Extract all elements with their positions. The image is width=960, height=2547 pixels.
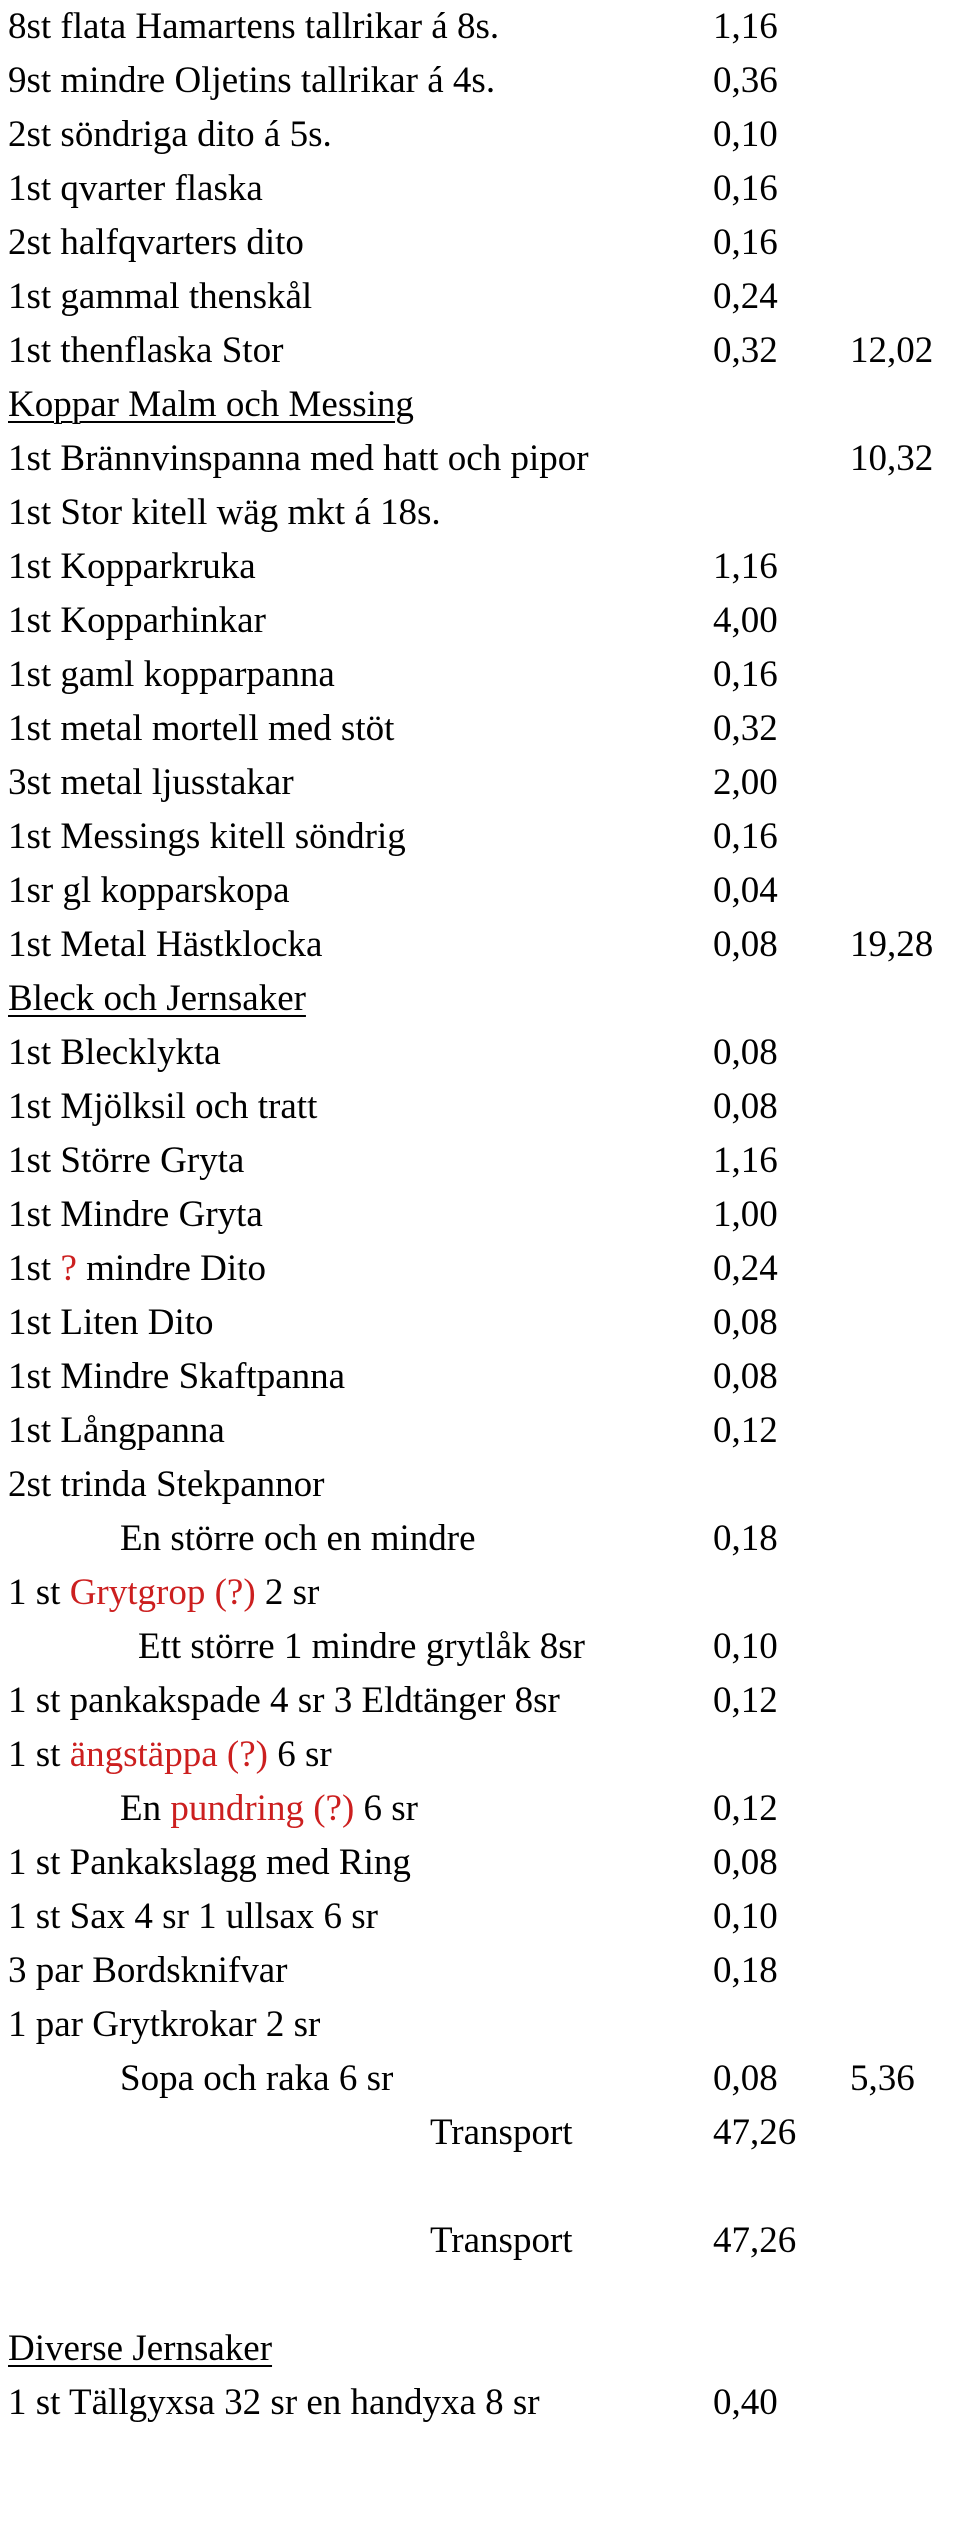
section-heading-text: Bleck och Jernsaker: [8, 978, 306, 1019]
item-amount: 0,16: [713, 222, 778, 263]
item-amount: 1,00: [713, 1194, 778, 1235]
item-amount: 0,10: [713, 1896, 778, 1937]
item-amount: 0,12: [713, 1410, 778, 1451]
item-description: 2st trinda Stekpannor: [8, 1464, 325, 1505]
item-description: 1 st Sax 4 sr 1 ullsax 6 sr: [8, 1896, 378, 1937]
item-amount: 0,08: [713, 1086, 778, 1127]
item-description: 1st Kopparkruka: [8, 546, 256, 587]
item-amount: 0,36: [713, 60, 778, 101]
item-description: Sopa och raka 6 sr: [120, 2058, 394, 2099]
item-description: 3 par Bordsknifvar: [8, 1950, 288, 1991]
item-amount: 0,24: [713, 1248, 778, 1289]
item-description: 1sr gl kopparskopa: [8, 870, 290, 911]
item-description: 1st gaml kopparpanna: [8, 654, 335, 695]
item-description: En större och en mindre: [120, 1518, 476, 1559]
item-amount: 0,08: [713, 1356, 778, 1397]
item-amount: 0,18: [713, 1950, 778, 1991]
item-amount: 47,26: [713, 2112, 797, 2153]
item-description: [8, 1242, 266, 1296]
item-amount: 0,24: [713, 276, 778, 317]
item-amount: 47,26: [713, 2220, 797, 2261]
item-description: 1st Stor kitell wäg mkt á 18s.: [8, 492, 441, 533]
item-amount: 0,08: [713, 1842, 778, 1883]
item-amount: 1,16: [713, 546, 778, 587]
description-text: 2 sr: [255, 1572, 320, 1613]
description-text: 1st: [8, 1248, 61, 1289]
item-description: Transport: [430, 2220, 573, 2261]
item-description: 1st Liten Dito: [8, 1302, 214, 1343]
section-total: 12,02: [850, 330, 934, 371]
item-description: 1st Långpanna: [8, 1410, 225, 1451]
item-description: 1st Mindre Skaftpanna: [8, 1356, 346, 1397]
item-amount: 0,16: [713, 816, 778, 857]
item-description: 1st Större Gryta: [8, 1140, 245, 1181]
item-description: 1st Blecklykta: [8, 1032, 221, 1073]
item-description: 1 st pankakspade 4 sr 3 Eldtänger 8sr: [8, 1680, 560, 1721]
item-description: 3st metal ljusstakar: [8, 762, 294, 803]
uncertain-reading: pundring (?): [170, 1788, 355, 1829]
item-amount: 0,12: [713, 1680, 778, 1721]
item-description: 1st Messings kitell söndrig: [8, 816, 406, 857]
description-text: 1 st: [8, 1734, 70, 1775]
uncertain-reading: ?: [60, 1248, 77, 1289]
item-amount: 0,16: [713, 654, 778, 695]
item-description: 1st Kopparhinkar: [8, 600, 266, 641]
item-description: Ett större 1 mindre grytlåk 8sr: [138, 1626, 585, 1667]
item-description: [120, 1782, 418, 1836]
section-total: 5,36: [850, 2058, 915, 2099]
item-description: 9st mindre Oljetins tallrikar á 4s.: [8, 60, 496, 101]
item-description: 2st halfqvarters dito: [8, 222, 304, 263]
item-description: 1st thenflaska Stor: [8, 330, 284, 371]
item-description: 1st Mjölksil och tratt: [8, 1086, 318, 1127]
item-amount: 2,00: [713, 762, 778, 803]
section-total: 19,28: [850, 924, 934, 965]
item-amount: 0,04: [713, 870, 778, 911]
item-description: [8, 1566, 319, 1620]
item-amount: 0,08: [713, 2058, 778, 2099]
item-description: 1st Brännvinspanna med hatt och pipor: [8, 438, 589, 479]
item-description: 1st qvarter flaska: [8, 168, 263, 209]
item-amount: 0,12: [713, 1788, 778, 1829]
uncertain-reading: Grytgrop (?): [69, 1572, 256, 1613]
item-amount: 1,16: [713, 6, 778, 47]
description-text: 6 sr: [354, 1788, 419, 1829]
item-description: 1 par Grytkrokar 2 sr: [8, 2004, 321, 2045]
item-amount: 0,32: [713, 330, 778, 371]
item-description: 1st Mindre Gryta: [8, 1194, 263, 1235]
item-amount: 0,08: [713, 924, 778, 965]
item-amount: 4,00: [713, 600, 778, 641]
item-description: 8st flata Hamartens tallrikar á 8s.: [8, 6, 500, 47]
uncertain-reading: ängstäppa (?): [69, 1734, 268, 1775]
section-total: 10,32: [850, 438, 934, 479]
item-amount: 0,32: [713, 708, 778, 749]
item-amount: 0,16: [713, 168, 778, 209]
item-amount: 0,40: [713, 2382, 778, 2423]
section-heading-text: Diverse Jernsaker: [8, 2328, 273, 2369]
item-description: [8, 1728, 332, 1782]
description-text: 1 st: [8, 1572, 70, 1613]
item-description: 1st Metal Hästklocka: [8, 924, 323, 965]
item-amount: 0,10: [713, 1626, 778, 1667]
item-amount: 0,08: [713, 1032, 778, 1073]
description-text: En: [120, 1788, 171, 1829]
item-amount: 0,10: [713, 114, 778, 155]
item-description: 1st metal mortell med stöt: [8, 708, 395, 749]
item-description: 1 st Pankakslagg med Ring: [8, 1842, 411, 1883]
item-description: 1 st Tällgyxsa 32 sr en handyxa 8 sr: [8, 2382, 540, 2423]
description-text: mindre Dito: [76, 1248, 266, 1289]
item-amount: 0,18: [713, 1518, 778, 1559]
item-amount: 0,08: [713, 1302, 778, 1343]
item-description: 1st gammal thenskål: [8, 276, 313, 317]
section-heading-text: Koppar Malm och Messing: [8, 384, 414, 425]
item-amount: 1,16: [713, 1140, 778, 1181]
item-description: Transport: [430, 2112, 573, 2153]
item-description: 2st söndriga dito á 5s.: [8, 114, 332, 155]
description-text: 6 sr: [267, 1734, 332, 1775]
